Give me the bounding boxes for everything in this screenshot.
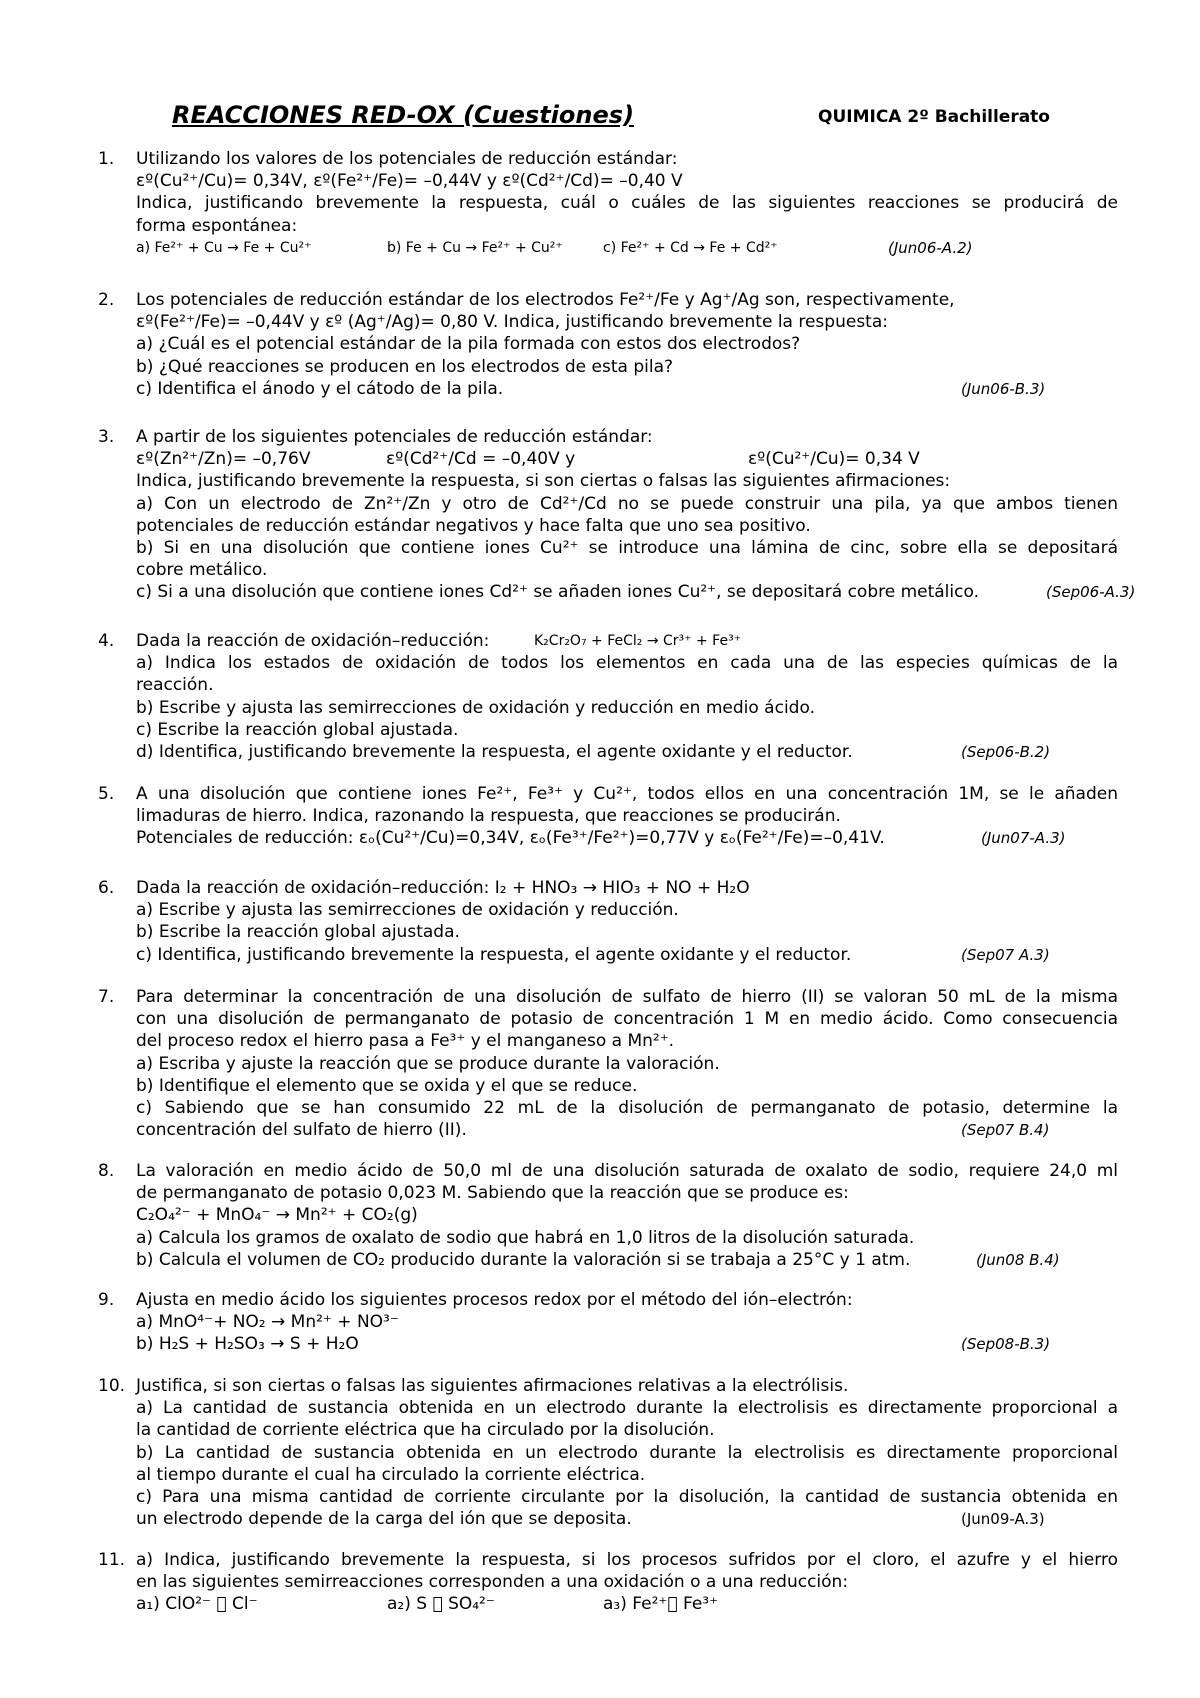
half-reaction-a3: a₃) Fe²⁺⃞ Fe³⁺ <box>603 1594 719 1615</box>
question-line: b) ¿Qué reacciones se producen en los electrodos de esta pila? <box>136 356 674 377</box>
question-line: con una disolución de permanganato de potasio de concentración 1 M en medio ácido. Como consecuencia <box>136 1009 1118 1030</box>
question-number: 10. <box>98 1376 126 1396</box>
subject-label: QUIMICA 2º Bachillerato <box>818 107 1050 127</box>
question-line: b) Escribe la reacción global ajustada. <box>136 922 460 943</box>
question-line: al tiempo durante el cual ha circulado la corriente eléctrica. <box>136 1464 646 1485</box>
question-line: c) Si a una disolución que contiene iones Cd²⁺ se añaden iones Cu²⁺, se depositará cobre metálico. <box>136 582 979 603</box>
question-number: 6. <box>98 878 115 898</box>
page-title: REACCIONES RED-OX (Cuestiones) <box>172 101 635 129</box>
question-number: 8. <box>98 1161 115 1181</box>
question-line: a) Con un electrodo de Zn²⁺/Zn y otro de Cd²⁺/Cd no se puede construir una pila, ya que ambos tienen <box>136 493 1118 514</box>
question-line: Indica, justificando brevemente la respuesta, si son ciertas o falsas las siguientes afirmaciones: <box>136 471 951 492</box>
question-line: Utilizando los valores de los potenciales de reducción estándar: <box>136 149 678 169</box>
source-reference: (Jun06-B.3) <box>961 379 1046 398</box>
reaction-equation: K₂Cr₂O₇ + FeCl₂ → Cr³⁺ + Fe³⁺ <box>534 633 742 649</box>
question-number: 11. <box>98 1550 126 1570</box>
question-line: limaduras de hierro. Indica, razonando la respuesta, que reacciones se producirán. <box>136 806 841 827</box>
question-number: 3. <box>98 427 115 447</box>
question-line: b) Calcula el volumen de CO₂ producido durante la valoración si se trabaja a 25°C y 1 atm. <box>136 1249 911 1270</box>
question-number: 1. <box>98 149 115 169</box>
question-2 <box>98 289 1118 400</box>
question-line: forma espontánea: <box>136 215 298 236</box>
question-line: b) Identifique el elemento que se oxida y el que se reduce. <box>136 1075 638 1096</box>
question-line: Dada la reacción de oxidación–reducción: I₂ + HNO₃ → HIO₃ + NO + H₂O <box>136 878 750 898</box>
reaction-equation: b) H₂S + H₂SO₃ → S + H₂O <box>136 1334 359 1355</box>
question-number: 5. <box>98 784 115 804</box>
question-line: d) Identifica, justificando brevemente la respuesta, el agente oxidante y el reductor. <box>136 742 853 762</box>
reaction-equation: C₂O₄²⁻ + MnO₄⁻ → Mn²⁺ + CO₂(g) <box>136 1205 418 1226</box>
source-reference: (Jun09-A.3) <box>961 1510 1045 1529</box>
half-reaction-a2: a₂) S ⃞ SO₄²⁻ <box>387 1594 495 1615</box>
potential-zn: εº(Zn²⁺/Zn)= –0,76V <box>136 449 311 470</box>
question-11 <box>98 1549 1118 1616</box>
question-line: la cantidad de corriente eléctrica que ha circulado por la disolución. <box>136 1420 715 1441</box>
source-reference: (Jun06-A.2) <box>888 238 973 257</box>
question-number: 7. <box>98 987 115 1007</box>
question-line: cobre metálico. <box>136 560 268 581</box>
question-number: 9. <box>98 1290 115 1310</box>
question-line: b) La cantidad de sustancia obtenida en un electrodo durante la electrolisis es directamente proporcional <box>136 1442 1118 1463</box>
question-line: c) Para una misma cantidad de corriente circulante por la disolución, la cantidad de sustancia obtenida en <box>136 1487 1118 1508</box>
source-reference: (Jun08 B.4) <box>976 1250 1060 1269</box>
question-line: a) Indica, justificando brevemente la respuesta, si los procesos sufridos por el cloro, el azufre y el hierro <box>136 1550 1118 1570</box>
question-line: A partir de los siguientes potenciales de reducción estándar: <box>136 427 653 447</box>
question-line: b) Si en una disolución que contiene iones Cu²⁺ se introduce una lámina de cinc, sobre ella se depositará <box>136 538 1118 558</box>
half-reaction-a1: a₁) ClO²⁻ ⃞ Cl⁻ <box>136 1594 258 1615</box>
source-reference: (Jun07-A.3) <box>981 829 1066 848</box>
question-4 <box>98 630 1118 763</box>
question-9 <box>98 1289 1118 1356</box>
question-line: a) Indica los estados de oxidación de todos los elementos en cada una de las especies químicas de la <box>136 653 1118 674</box>
question-5 <box>98 783 1118 850</box>
source-reference: (Sep08-B.3) <box>961 1335 1051 1354</box>
reaction-equation: a) MnO⁴⁻+ NO₂ → Mn²⁺ + NO³⁻ <box>136 1312 399 1333</box>
source-reference: (Sep06-A.3) <box>1046 583 1136 602</box>
question-line: del proceso redox el hierro pasa a Fe³⁺ y el manganeso a Mn²⁺. <box>136 1031 675 1052</box>
source-reference: (Sep07 A.3) <box>961 945 1050 964</box>
question-10 <box>98 1375 1118 1530</box>
source-reference: (Sep07 B.4) <box>961 1121 1050 1140</box>
question-line: de permanganato de potasio 0,023 M. Sabiendo que la reacción que se produce es: <box>136 1183 849 1204</box>
question-number: 4. <box>98 631 115 651</box>
question-line: a) Escriba y ajuste la reacción que se produce durante la valoración. <box>136 1053 720 1074</box>
question-6 <box>98 877 1118 966</box>
question-line: A una disolución que contiene iones Fe²⁺, Fe³⁺ y Cu²⁺, todos ellos en una concentración 1M, se le añaden <box>136 784 1118 804</box>
source-reference: (Sep06-B.2) <box>961 743 1051 761</box>
reaction-a: a) Fe²⁺ + Cu → Fe + Cu²⁺ <box>136 239 312 256</box>
potential-cd: εº(Cd²⁺/Cd = –0,40V y <box>386 449 576 470</box>
question-line: La valoración en medio ácido de 50,0 ml de una disolución saturada de oxalato de sodio, requiere 24,0 ml <box>136 1161 1118 1181</box>
question-line: Los potenciales de reducción estándar de los electrodos Fe²⁺/Fe y Ag⁺/Ag son, respectivamente, <box>136 290 955 310</box>
question-line: a) ¿Cuál es el potencial estándar de la pila formada con estos dos electrodos? <box>136 334 801 355</box>
question-line: c) Sabiendo que se han consumido 22 mL de la disolución de permanganato de potasio, determine la <box>136 1098 1118 1119</box>
question-number: 2. <box>98 290 115 310</box>
potential-cu: εº(Cu²⁺/Cu)= 0,34 V <box>748 449 920 470</box>
question-line: Justifica, si son ciertas o falsas las siguientes afirmaciones relativas a la electrólisis. <box>136 1376 849 1396</box>
reaction-c: c) Fe²⁺ + Cd → Fe + Cd²⁺ <box>603 239 778 256</box>
question-line: un electrodo depende de la carga del ión que se deposita. <box>136 1509 632 1530</box>
question-line: c) Identifica, justificando brevemente la respuesta, el agente oxidante y el reductor. <box>136 944 852 965</box>
question-line: Dada la reacción de oxidación–reducción: <box>136 631 490 651</box>
question-line: a) La cantidad de sustancia obtenida en un electrodo durante la electrolisis es directamente proporcional a <box>136 1398 1118 1419</box>
question-line: c) Identifica el ánodo y el cátodo de la pila. <box>136 378 504 399</box>
question-3 <box>98 426 1136 604</box>
question-line: concentración del sulfato de hierro (II). <box>136 1120 467 1141</box>
question-8 <box>98 1160 1118 1271</box>
potentials-line: Potenciales de reducción: εₒ(Cu²⁺/Cu)=0,34V, εₒ(Fe³⁺/Fe²⁺)=0,77V y εₒ(Fe²⁺/Fe)=–0,41V. <box>136 828 885 849</box>
question-line: a) Escribe y ajusta las semirrecciones de oxidación y reducción. <box>136 900 679 921</box>
question-line: a) Calcula los gramos de oxalato de sodio que habrá en 1,0 litros de la disolución saturada. <box>136 1227 915 1248</box>
question-line: potenciales de reducción estándar negativos y hace falta que uno sea positivo. <box>136 515 811 536</box>
potentials-line: εº(Fe²⁺/Fe)= –0,44V y εº (Ag⁺/Ag)= 0,80 V. Indica, justificando brevemente la respuesta: <box>136 312 888 333</box>
question-line: b) Escribe y ajusta las semirrecciones de oxidación y reducción en medio ácido. <box>136 697 815 718</box>
question-line: Para determinar la concentración de una disolución de sulfato de hierro (II) se valoran 50 mL de la misma <box>136 987 1118 1007</box>
question-1 <box>98 148 1118 259</box>
question-line: reacción. <box>136 675 214 696</box>
question-line: en las siguientes semirreacciones corresponden a una oxidación o a una reducción: <box>136 1572 849 1593</box>
potentials-line: εº(Cu²⁺/Cu)= 0,34V, εº(Fe²⁺/Fe)= –0,44V y εº(Cd²⁺/Cd)= –0,40 V <box>136 171 683 192</box>
question-line: Ajusta en medio ácido los siguientes procesos redox por el método del ión–electrón: <box>136 1290 853 1310</box>
question-line: c) Escribe la reacción global ajustada. <box>136 719 459 740</box>
reaction-b: b) Fe + Cu → Fe²⁺ + Cu²⁺ <box>387 239 563 256</box>
question-line: Indica, justificando brevemente la respuesta, cuál o cuáles de las siguientes reacciones se producirá de <box>136 193 1118 214</box>
question-7 <box>98 986 1118 1141</box>
